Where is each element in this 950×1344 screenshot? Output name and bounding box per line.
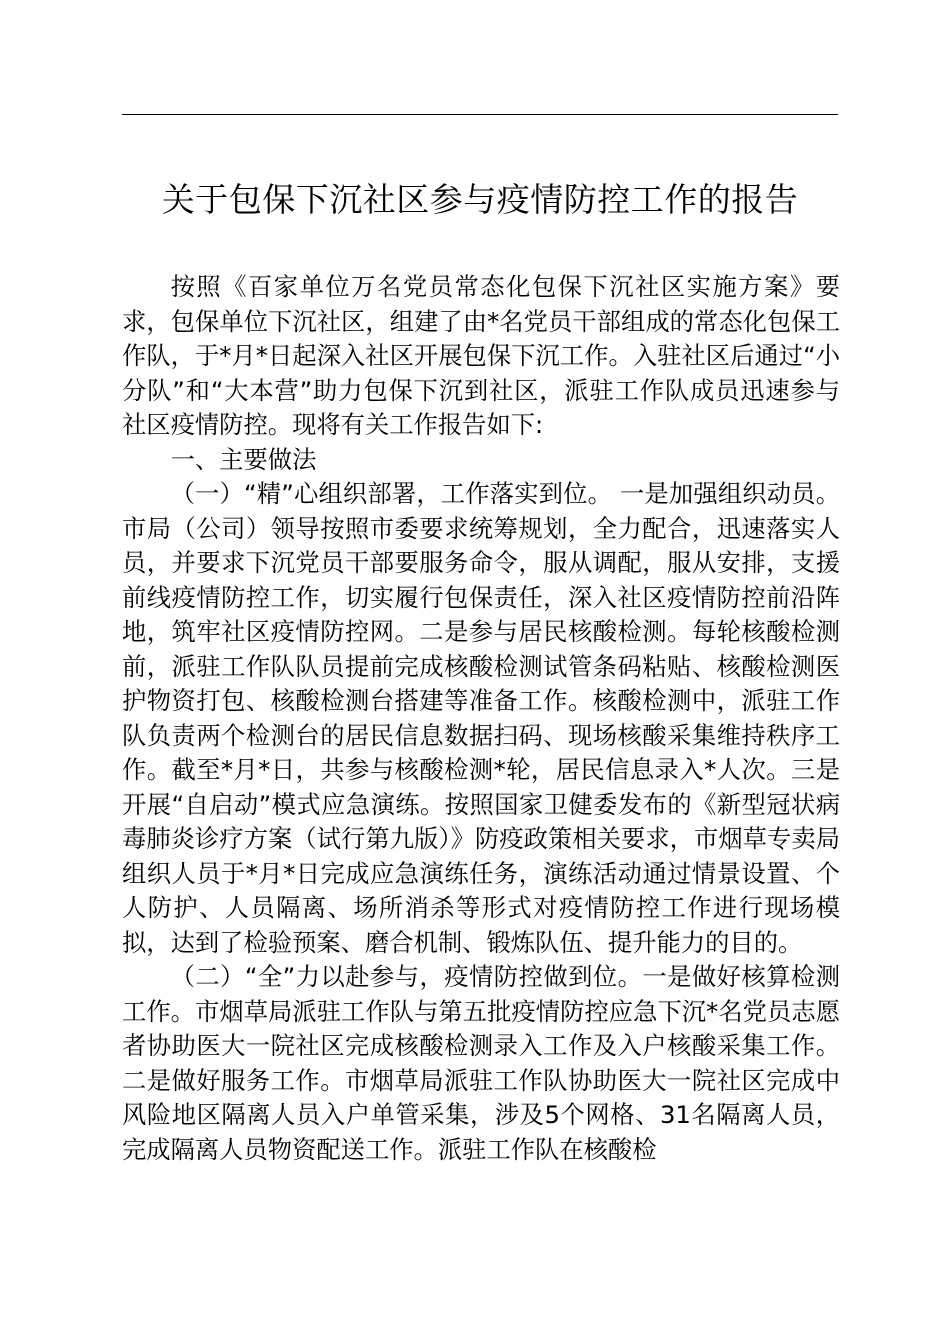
paragraph-section-1: （一）“精”心组织部署，工作落实到位。 一是加强组织动员。市局（公司）领导按照市委要求统筹规划，全力配合，迅速落实人员，并要求下沉党员干部要服务命令，服从调配，服从安排，支援前线疫情防控工作，切实履行包保责任，深入社区疫情防控前沿阵地，筑牢社区疫情防控网。二是参与居民核酸检测。每轮核酸检测前，派驻工作队队员提前完成核酸检测试管条码粘贴、核酸检测医护物资打包、核酸检测台搭建等准备工作。核酸检测中，派驻工作队负责两个检测台的居民信息数据扫码、现场核酸采集维持秩序工作。截至*月*日，共参与核酸检测*轮，居民信息录入*人次。三是开展“自启动”模式应急演练。按照国家卫健委发布的《新型冠状病毒肺炎诊疗方案（试行第九版）》防疫政策相关要求，市烟草专卖局组织人员于*月*日完成应急演练任务，演练活动通过情景设置、个人防护、人员隔离、场所消杀等形式对疫情防控工作进行现场模拟，达到了检验预案、磨合机制、锻炼队伍、提升能力的目的。 (122, 479, 840, 957)
document-body (122, 270, 840, 1167)
paragraph-section-2: （二）“全”力以赴参与，疫情防控做到位。一是做好核算检测工作。市烟草局派驻工作队与第五批疫情防控应急下沉*名党员志愿者协助医大一院社区完成核酸检测录入工作及入户核酸采集工作。二是做好服务工作。市烟草局派驻工作队协助医大一院社区完成中风险地区隔离人员入户单管采集，涉及5个网格、31名隔离人员，完成隔离人员物资配送工作。派驻工作队在核酸检 (122, 962, 840, 1164)
section-heading-main-practices: 一、主要做法 (170, 444, 317, 474)
document-title: 关于包保下沉社区参与疫情防控工作的报告 (161, 180, 799, 219)
header-rule (122, 114, 838, 115)
paragraph-intro: 按照《百家单位万名党员常态化包保下沉社区实施方案》要求，包保单位下沉社区，组建了由*名党员干部组成的常态化包保工作队，于*月*日起深入社区开展包保下沉工作。入驻社区后通过“小分队”和“大本营”助力包保下沉到社区，派驻工作队成员迅速参与社区疫情防控。现将有关工作报告如下: (122, 272, 840, 439)
